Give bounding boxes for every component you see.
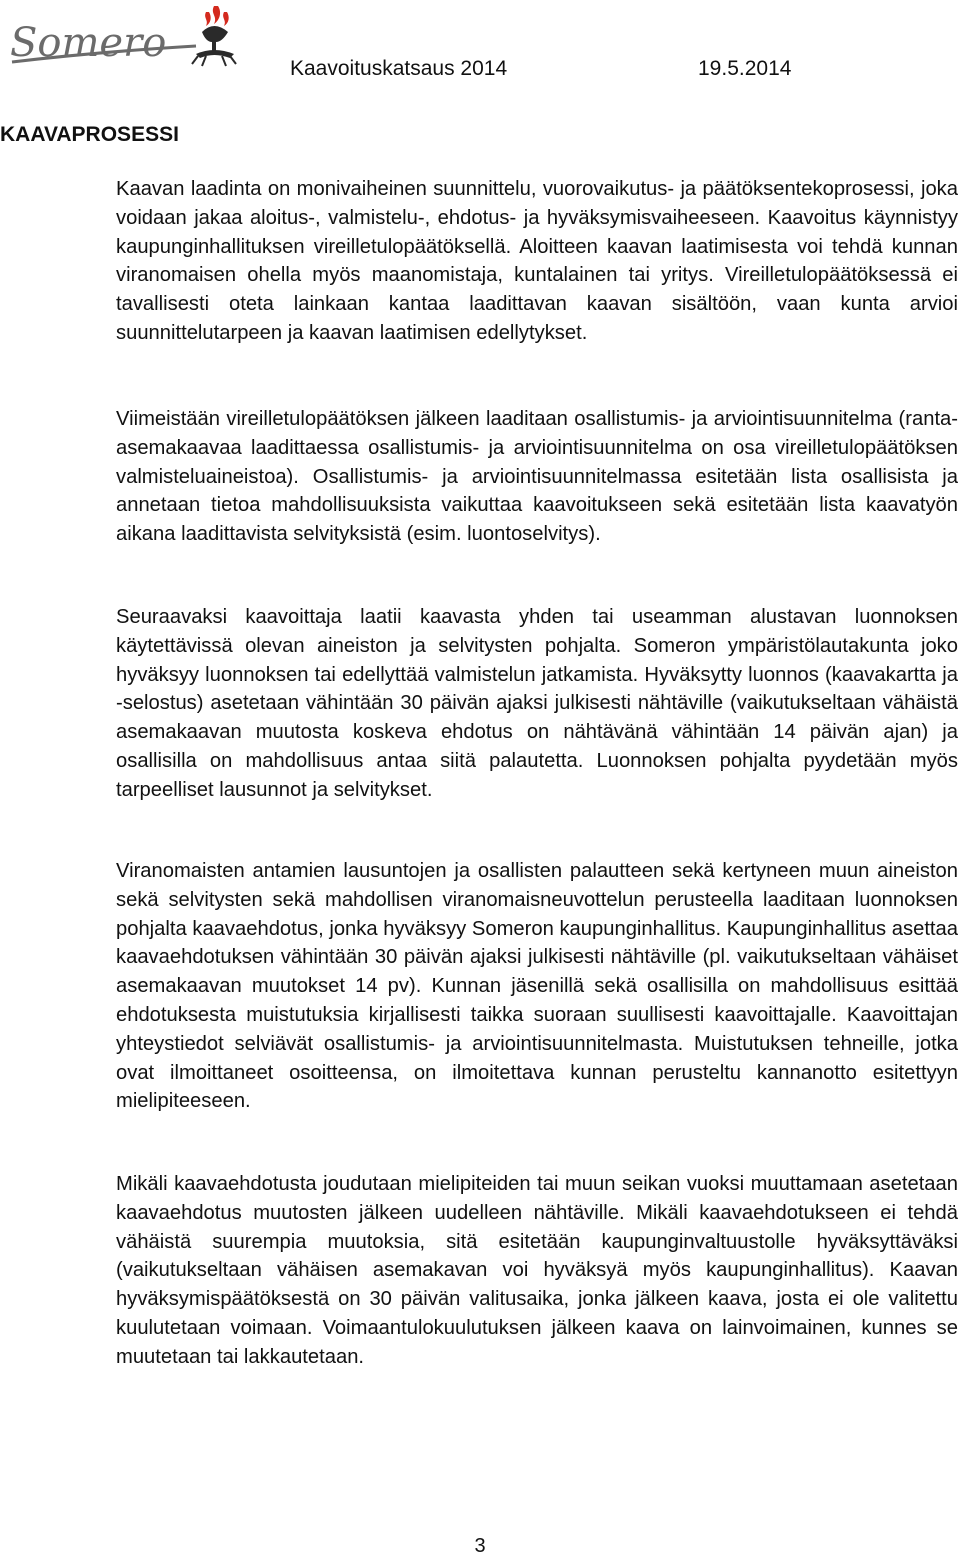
paragraph-4 [116,857,958,1116]
paragraph-2 [116,405,958,549]
page-number: 3 [474,1535,486,1557]
tree-flame-icon [192,6,236,66]
paragraph-text: Mikäli kaavaehdotusta joudutaan mielipiteiden tai muun seikan vuoksi muuttamaan asetetaan kaavaehdotus muutosten jälkeen uudelleen nähtäville. Mikäli kaavaehdotukseen ei tehdä vähäistä suurempia muutoksia, sitä esitetään kaupunginvaltuustolle hyväksyttäväksi (vaikutukseltaan vähäisen asemakavan voi hyväksyä myös kaupunginhallitus). Kaavan hyväksymispäätöksestä on 30 päivän valitusaika, jonka jälkeen kaava, josta ei ole valitettu kuulutetaan voimaan. Voimaantulokuulutuksen jälkeen kaava on lainvoimainen, kunnes se muutetaan tai lakkautetaan. [116,1173,958,1368]
header-title: Kaavoituskatsaus 2014 [290,57,508,80]
header-date: 19.5.2014 [698,57,792,80]
paragraph-text: Viimeistään vireilletulopäätöksen jälkeen laaditaan osallistumis- ja arviointisuunnitelma (ranta-asemakaavaa laadittaessa osallistumis- ja arviointisuunnitelma on osa vireilletulopäätöksen valmisteluaineistoa). Osallistumis- ja arviointisuunnitelmassa esitetään lista osallisista ja annetaan tietoa mahdollisuuksista vaikuttaa kaavoitukseen sekä esitetään lista kaavatyön aikana laadittavista selvityksistä (esim. luontoselvitys). [116,408,958,546]
paragraph-text: Seuraavaksi kaavoittaja laatii kaavasta yhden tai useamman alustavan luonnoksen käytettävissä olevan aineiston ja selvitysten pohjalta. Someron ympäristölautakunta joko hyväksyy luonnoksen tai edellyttää valmistelun jatkamista. Hyväksytty luonnos (kaavakartta ja -selostus) asetetaan vähintään 30 päivän ajaksi julkisesti nähtäville (vaikutukseltaan vähäistä asemakaavan muutosta koskeva ehdotus on nähtävänä vähintään 14 päivän ajan) ja osallisilla on mahdollisuus antaa siitä palautetta. Luonnoksen pohjalta pyydetään myös tarpeelliset lausunnot ja selvitykset. [116,606,958,801]
section-heading: KAAVAPROSESSI [0,123,179,146]
paragraph-1 [116,175,958,348]
paragraph-text: Kaavan laadinta on monivaiheinen suunnittelu, vuorovaikutus- ja päätöksentekoprosessi, joka voidaan jakaa aloitus-, valmistelu-, ehdotus- ja hyväksymisvaiheeseen. Kaavoitus käynnistyy kaupunginhallituksen vireilletulopäätöksellä. Aloitteen kaavan laatimisesta voi tehdä kunnan viranomaisen ohella myös maanomistaja, kuntalainen tai yritys. Vireilletulopäätöksessä ei tavallisesti oteta lainkaan kantaa laadittavan kaavan sisältöön, vaan kunta arvioi suunnittelutarpeen ja kaavan laatimisen edellytykset. [116,178,958,344]
paragraph-3 [116,603,958,805]
somero-logo [6,2,246,72]
paragraph-5 [116,1170,958,1372]
logo-wordmark: Somero [10,20,167,66]
paragraph-text: Viranomaisten antamien lausuntojen ja osallisten palautteen sekä kertyneen muun aineiston sekä selvitysten sekä mahdollisen viranomaisneuvottelun perusteella laaditaan luonnoksen pohjalta kaavaehdotus, jonka hyväksyy Someron kaupunginhallitus. Kaupunginhallitus asettaa kaavaehdotuksen vähintään 30 päivän ajaksi julkisesti nähtäville (pl. vaikutukseltaan vähäiset asemakaavan muutokset 14 pv). Kunnan jäsenillä sekä osallisilla on mahdollisuus esittää ehdotuksesta muistutuksia kirjallisesti taikka suoraan suullisesti kaavoittajalle. Kaavoittajan yhteystiedot selviävät osallistumis- ja arviointisuunnitelmasta. Muistutuksen tehneille, jotka ovat ilmoittaneet osoitteensa, on ilmoitettava kunnan perusteltu kannanotto esitettyyn mielipiteeseen. [116,860,958,1113]
